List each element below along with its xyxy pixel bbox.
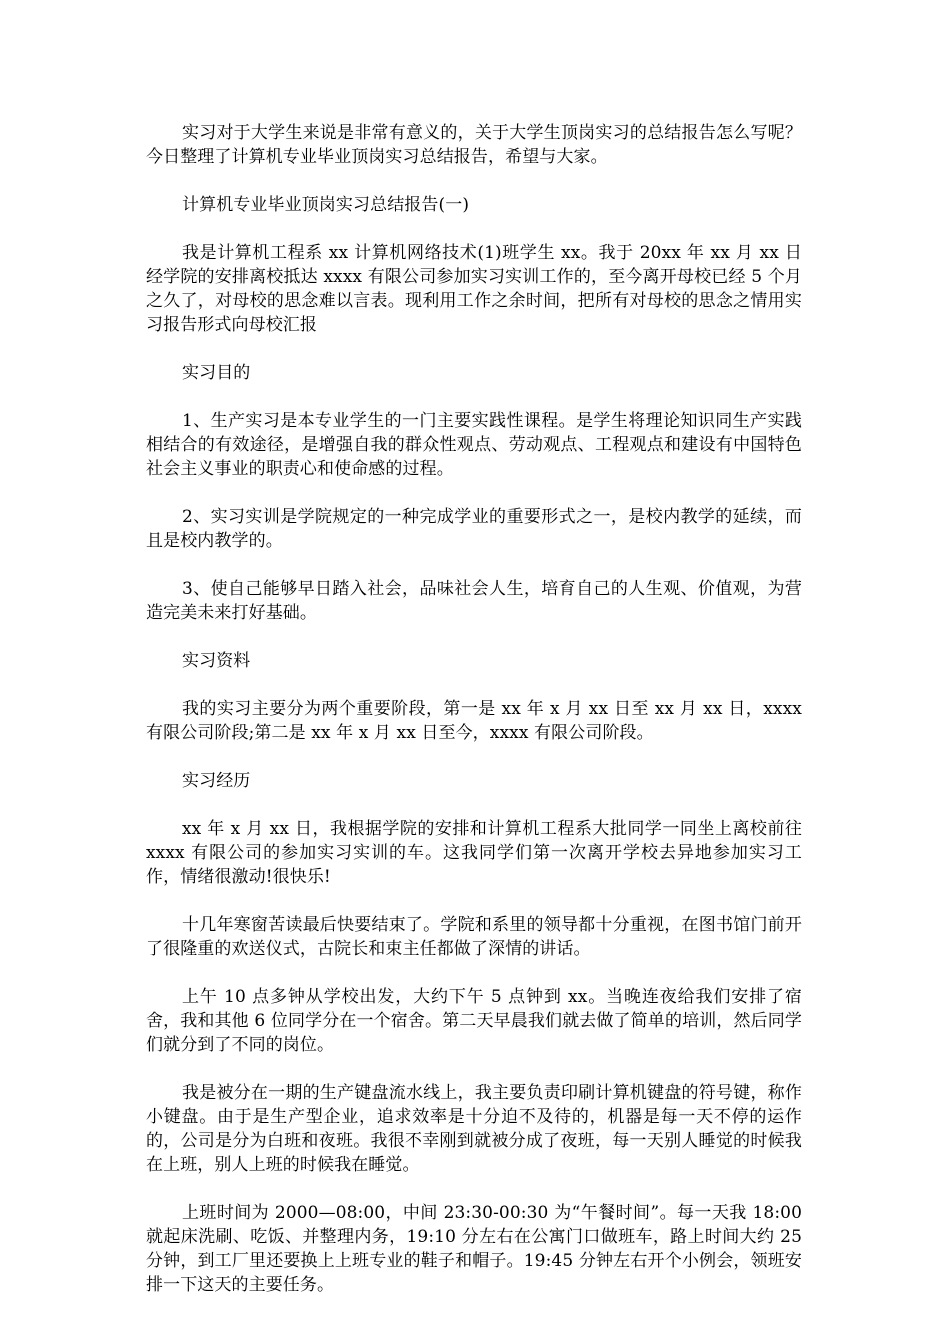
experience-paragraph-3: 上午 10 点多钟从学校出发，大约下午 5 点钟到 xx。当晚连夜给我们安排了宿舍，我和其他 6 位同学分在一个宿舍。第二天早晨我们就去做了简单的培训，然后同学们就分到了不同的岗位。 bbox=[146, 987, 802, 1055]
self-introduction-paragraph: 我是计算机工程系 xx 计算机网络技术(1)班学生 xx。我于 20xx 年 xx 月 xx 日经学院的安排离校抵达 xxxx 有限公司参加实习实训工作的，至今离开母校已经 5 个月之久了，对母校的思念难以言表。现利用工作之余时间，把所有对母校的思念之情用实习报告形式向母校汇报 bbox=[146, 243, 802, 335]
report-title: 计算机专业毕业顶岗实习总结报告(一) bbox=[182, 195, 470, 215]
section-heading-materials: 实习资料 bbox=[182, 651, 251, 671]
experience-paragraph-4: 我是被分在一期的生产键盘流水线上，我主要负责印刷计算机键盘的符号键，称作小键盘。由于是生产型企业，追求效率是十分迫不及待的，机器是每一天不停的运作的，公司是分为白班和夜班。我很不幸刚到就被分成了夜班，每一天别人睡觉的时候我在上班，别人上班的时候我在睡觉。 bbox=[146, 1083, 802, 1175]
experience-paragraph-5: 上班时间为 2000—08:00，中间 23:30-00:30 为“午餐时间”。每一天我 18:00 就起床洗刷、吃饭、并整理内务，19:10 分左右在公寓门口做班车，路上时间大约 25 分钟，到工厂里还要换上上班专业的鞋子和帽子。19:45 分钟左右开个小例会，领班安排一下这天的主要任务。 bbox=[146, 1203, 802, 1295]
intro-paragraph: 实习对于大学生来说是非常有意义的，关于大学生顶岗实习的总结报告怎么写呢？今日整理了计算机专业毕业顶岗实习总结报告，希望与大家。 bbox=[146, 123, 802, 167]
section-heading-experience: 实习经历 bbox=[182, 771, 251, 791]
purpose-item-2: 2、实习实训是学院规定的一种完成学业的重要形式之一，是校内教学的延续，而且是校内教学的。 bbox=[146, 507, 802, 551]
purpose-item-1: 1、生产实习是本专业学生的一门主要实践性课程。是学生将理论知识同生产实践相结合的有效途径，是增强自我的群众性观点、劳动观点、工程观点和建设有中国特色社会主义事业的职责心和使命感的过程。 bbox=[146, 411, 802, 479]
document-page bbox=[146, 121, 802, 1321]
experience-paragraph-1: xx 年 x 月 xx 日，我根据学院的安排和计算机工程系大批同学一同坐上离校前往 xxxx 有限公司的参加实习实训的车。这我同学们第一次离开学校去异地参加实习工作，情绪很激动!很快乐! bbox=[146, 819, 802, 887]
section-heading-purpose: 实习目的 bbox=[182, 363, 251, 383]
materials-paragraph: 我的实习主要分为两个重要阶段，第一是 xx 年 x 月 xx 日至 xx 月 xx 日，xxxx 有限公司阶段;第二是 xx 年 x 月 xx 日至今，xxxx 有限公司阶段。 bbox=[146, 699, 802, 743]
purpose-item-3: 3、使自己能够早日踏入社会，品味社会人生，培育自己的人生观、价值观，为营造完美未来打好基础。 bbox=[146, 579, 802, 623]
experience-paragraph-2: 十几年寒窗苦读最后快要结束了。学院和系里的领导都十分重视，在图书馆门前开了很隆重的欢送仪式，古院长和束主任都做了深情的讲话。 bbox=[146, 915, 802, 959]
